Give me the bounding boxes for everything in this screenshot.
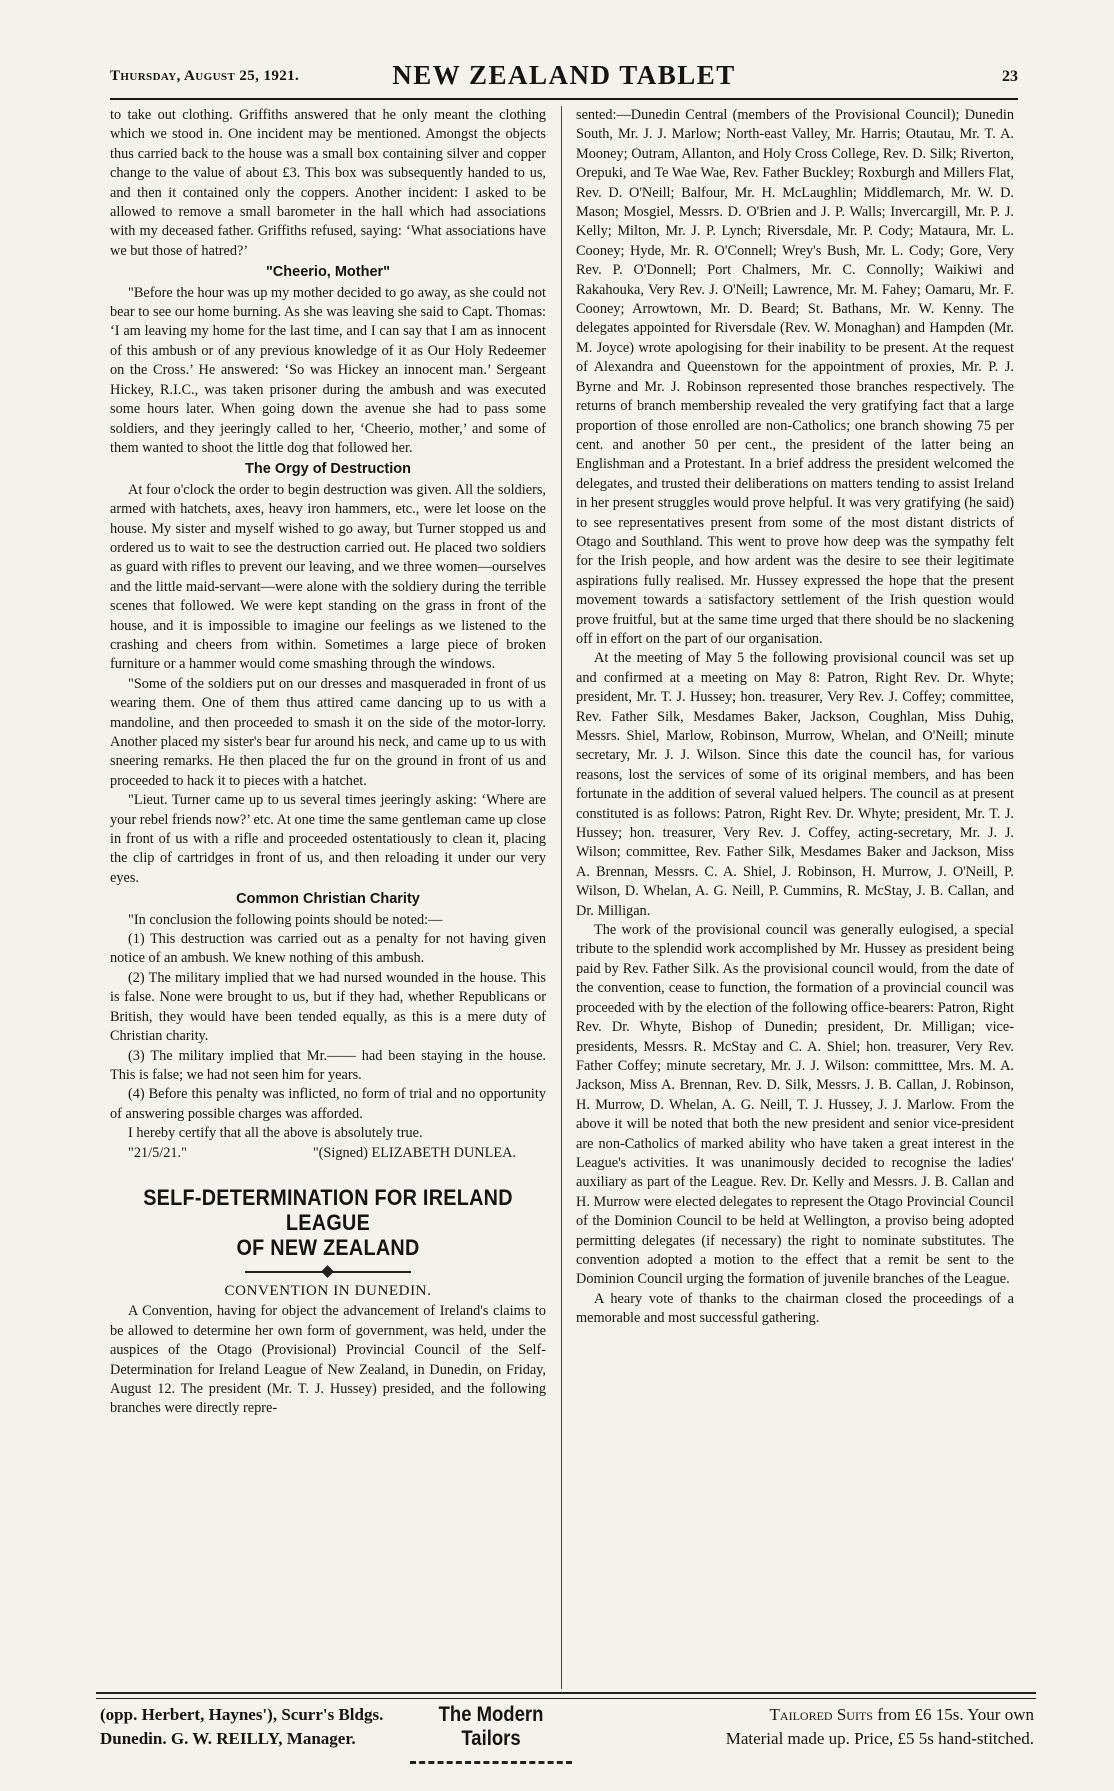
decorative-dash-rule bbox=[410, 1761, 572, 1769]
article-paragraph: "In conclusion the following points should be noted:— bbox=[128, 911, 443, 928]
signature-line bbox=[110, 1144, 546, 1163]
league-headline-line1: SELF-DETERMINATION FOR IRELAND LEAGUE bbox=[143, 1184, 513, 1235]
subheading-charity: Common Christian Charity bbox=[236, 891, 420, 908]
convention-heading: CONVENTION IN DUNEDIN. bbox=[224, 1282, 432, 1299]
column-divider bbox=[561, 106, 562, 1689]
numbered-point: (2) The military implied that we had nursed wounded in the house. This is false. None were brought to us, but if they had, whether Republicans or British, they would have been tended equally, as this is a mere duty of Christian charity. bbox=[110, 969, 546, 1045]
article-paragraph: At the meeting of May 5 the following provisional council was set up and confirmed at a meeting on May 8: Patron, Right Rev. Dr. Whyte; president, Mr. T. J. Hussey; hon. treasurer, Very Rev. J. Coffey; committee, Rev. Father Silk, Mesdames Baker, Jackson, Coughlan, Miss Duhig, Messrs. Shiel, Marlow, Robinson, Murrow, Whelan, and O'Neill; minute secretary, Mr. J. J. Wilson. Since this date the council has, for various reasons, lost the services of some of its original members, and has been fortunate in the addition of several valued helpers. The council as at present constituted is as follows: Patron, Right Rev. Dr. Whyte; president, Mr. T. J. Hussey; hon. treasurer, Very Rev. J. Coffey, acting-secretary, Mr. J. J. Wilson; committee, Rev. Father Silk, Mesdames Baker and Jackson, Miss A. Brennan, Messrs. C. A. Shiel, J. Robinson, H. Murrow, J. O'Neill, P. Wilson, D. Whelan, A. G. Neill, P. Cummins, R. McStay, J. B. Callan, and Dr. Milligan. bbox=[576, 650, 1014, 919]
price-text: from £6 15s. Your own bbox=[877, 1705, 1034, 1724]
numbered-point: (4) Before this penalty was inflicted, no form of trial and no opportunity of answering possible charges was afforded. bbox=[110, 1086, 546, 1122]
advert-address-line2: Dunedin. G. W. REILLY, Manager. bbox=[100, 1729, 356, 1748]
brand-name: The Modern Tailors bbox=[438, 1703, 544, 1750]
ornament-rule bbox=[245, 1266, 411, 1278]
advert-address-line1: (opp. Herbert, Haynes'), Scurr's Bldgs. bbox=[100, 1705, 384, 1724]
advert-offer bbox=[654, 1703, 1034, 1751]
right-column bbox=[576, 106, 1014, 1329]
advert-offer-line1 bbox=[654, 1703, 1034, 1727]
league-headline-line2: OF NEW ZEALAND bbox=[236, 1234, 420, 1260]
signature-name: "(Signed) ELIZABETH DUNLEA. bbox=[312, 1144, 516, 1161]
certification-line: I hereby certify that all the above is absolutely true. bbox=[128, 1125, 423, 1142]
left-column bbox=[110, 106, 546, 1419]
page-header bbox=[110, 58, 1018, 100]
article-paragraph: "Before the hour was up my mother decided to go away, as she could not bear to see our home burning. As she was leaving she said to Capt. Thomas: ‘I am leaving my home for the last time, and I can say that I am as innocent of this ambush or of any previous knowledge of it as Our Holy Redeemer on the Cross.’ He answered: ‘So was Hickey an innocent man.’ Sergeant Hickey, R.I.C., was taken prisoner during the ambush and was executed some hours later. When going down the avenue she had to pass some soldiers, and they jeeringly called to her, ‘Cheerio, mother,’ and some of them wanted to shoot the little dog that followed her. bbox=[110, 284, 546, 456]
article-paragraph: "Lieut. Turner came up to us several times jeeringly asking: ‘Where are your rebel friends now?’ etc. At one time the same gentleman came up close in front of us with a rifle and proceeded ostentatiously to clean it, placing the clip of cartridges in front of us, and then reloading it under our very eyes. bbox=[110, 792, 546, 886]
advertisement bbox=[100, 1703, 1034, 1765]
advert-rule bbox=[96, 1692, 1036, 1699]
numbered-point: (3) The military implied that Mr.—— had been staying in the house. This is false; we had not seen him for years. bbox=[110, 1047, 546, 1083]
article-paragraph: The work of the provisional council was generally eulogised, a special tribute to the splendid work accomplished by Mr. Hussey as president being paid by Rev. Father Silk. As the provisional council would, from the date of the convention, cease to function, the formation of a provincial council was proceeded with by the election of the following office-bearers: Patron, Right Rev. Dr. Whyte, Bishop of Dunedin; president, Dr. Milligan; vice-presidents, Messrs. R. McStay and C. A. Shiel; hon. treasurer, Very Rev. Father Coffey; minute secretary, Mr. J. J. Wilson: committtee, Mrs. M. A. Jackson, Miss A. Brennan, Rev. D. Silk, Messrs. J. B. Callan, J. Robinson, H. Murrow, D. Whelan, A. G. Neill, T. J. Hussey, J. J. Marlow. From the above it will be noted that both the new president and senior vice-president are non-Catholics of marked ability who have taken a great interest in the League's activities. It was unanimously decided to recognise the ladies' auxiliary as part of the League. Rev. Dr. Kelly and Messrs. J. B. Callan and H. Murrow were elected delegates to represent the Otago Provincial Council of the Dominion Council to be held at Wellington, a proviso being adopted permitting delegates (if necessary) the right to nominate substitutes. The convention adopted a motion to the effect that a remit be sent to the Dominion Council urging the formation of juvenile branches of the League. bbox=[576, 922, 1014, 1288]
advert-brand bbox=[396, 1703, 586, 1769]
article-paragraph: to take out clothing. Griffiths answered that he only meant the clothing which we stood in. One incident may be mentioned. Amongst the objects thus carried back to the house was a small box containing silver and copper change to the value of about £3. This box was subsequently handed to us, and then it contained only the coppers. Another incident: I asked to be allowed to remove a small barometer in the hall which had associations with my deceased father. Griffiths refused, saying: ‘What associations have we but those of hatred?’ bbox=[110, 107, 546, 259]
signature-date: "21/5/21." bbox=[128, 1144, 187, 1161]
diamond-icon bbox=[321, 1265, 334, 1278]
article-paragraph: A heary vote of thanks to the chairman closed the proceedings of a memorable and most successful gathering. bbox=[576, 1290, 1014, 1327]
article-paragraph: sented:—Dunedin Central (members of the Provisional Council); Dunedin South, Mr. J. J. Marlow; North-east Valley, Mr. Harris; Otautau, Mr. T. A. Mooney; Outram, Allanton, and Holy Cross College, Rev. D. Silk; Riverton, Orepuki, and Te Wae Wae, Rev. Father Buckley; Roxburgh and Millers Flat, Rev. D. O'Neill; Balfour, Mr. H. McLaughlin; Middlemarch, Mr. W. D. Mason; Mosgiel, Messrs. D. O'Brien and J. P. Walls; Invercargill, Mr. P. J. Kelly; Milton, Mr. J. P. Lynch; Riversdale, Mr. P. Cody; Mataura, Mr. L. Cooney; Hyde, Mr. R. O'Connell; Wrey's Bush, Mr. L. Cody; Gore, Very Rev. P. O'Donnell; Port Chalmers, Mr. C. Connolly; Waikiwi and Rakahouka, Very Rev. J. O'Neill; Lawrence, Mr. M. Fahey; Oamaru, Mr. F. Cooney; Arrowtown, Mr. D. Beard; St. Bathans, Mr. W. Kenny. The delegates appointed for Riversdale (Rev. W. Monaghan) and Hampden (Mr. M. Joyce) wrote apologising for their inability to be present. At the request of Alexandra and Queenstown for the appointment of proxies, Mr. P. J. Byrne and Mr. J. Robinson represented those branches respectively. The returns of branch membership revealed the very gratifying fact that a large proportion of those enrolled are non-Catholics; one branch showing 75 per cent. and another 50 per cent., the president of the latter being an Englishman and a Protestant. In a brief address the president welcomed the delegates, and trusted their deliberations on matters tending to assist Ireland in her present struggles would prove helpful. It was very gratifying (he said) to see representatives present from some of the most distant districts of Otago and Southland. This went to prove how deep was the sympathy felt for the Irish people, and how ardent was the desire to see their legitimate aspirations fully realised. Mr. Hussey expressed the hope that the present movement towards a satisfactory settlement of the Irish question would prove fruitful, but at the same time urged that there should be no slackening off in effort on the part of our organisation. bbox=[576, 107, 1014, 647]
masthead-title: NEW ZEALAND TABLET bbox=[392, 60, 736, 90]
advert-address bbox=[100, 1703, 388, 1751]
article-paragraph: A Convention, having for object the advancement of Ireland's claims to be allowed to determine her own form of government, was held, under the auspices of the Otago (Provisional) Provincial Council of the Self-Determination for Ireland League of New Zealand, in Dunedin, on Friday, August 12. The president (Mr. T. J. Hussey) presided, and the following branches were directly repre- bbox=[110, 1303, 546, 1417]
article-paragraph: At four o'clock the order to begin destruction was given. All the soldiers, armed with hatchets, axes, heavy iron hammers, etc., were let loose on the house. My sister and myself wished to go away, but Turner stopped us and ordered us to wait to see the destruction carried out. He placed two soldiers as guard with rifles to prevent our leaving, and we three women—ourselves and the little maid-servant—were alone with the soldiery during the terrible scenes that followed. We were kept standing on the grass in front of the house, and it is impossible to imagine our feelings as we listened to the crashing and cheers from within. Sometimes a large piece of broken furniture or a hammer would come smashing through the windows. bbox=[110, 481, 546, 673]
league-headline bbox=[132, 1185, 524, 1260]
article-paragraph: "Some of the soldiers put on our dresses and masqueraded in front of us wearing them. One of them thus attired came dancing up to us with a mandoline, and then proceeded to smash it on the side of the motor-lorry. Another placed my sister's bear fur around his neck, and came up to us with sneering remarks. He then placed the fur on the ground in front of us and proceeded to hack it to pieces with a hatchet. bbox=[110, 675, 546, 789]
numbered-point: (1) This destruction was carried out as a penalty for not having given notice of an ambush. We knew nothing of this ambush. bbox=[110, 931, 546, 967]
advert-offer-line2: Material made up. Price, £5 5s hand-stitched. bbox=[725, 1729, 1034, 1748]
subheading-cheerio: "Cheerio, Mother" bbox=[265, 264, 391, 281]
page-number: 23 bbox=[1002, 68, 1018, 85]
tailored-suits-label: Tailored Suits bbox=[769, 1705, 873, 1724]
issue-date: Thursday, August 25, 1921. bbox=[110, 68, 300, 84]
subheading-orgy: The Orgy of Destruction bbox=[245, 461, 411, 478]
